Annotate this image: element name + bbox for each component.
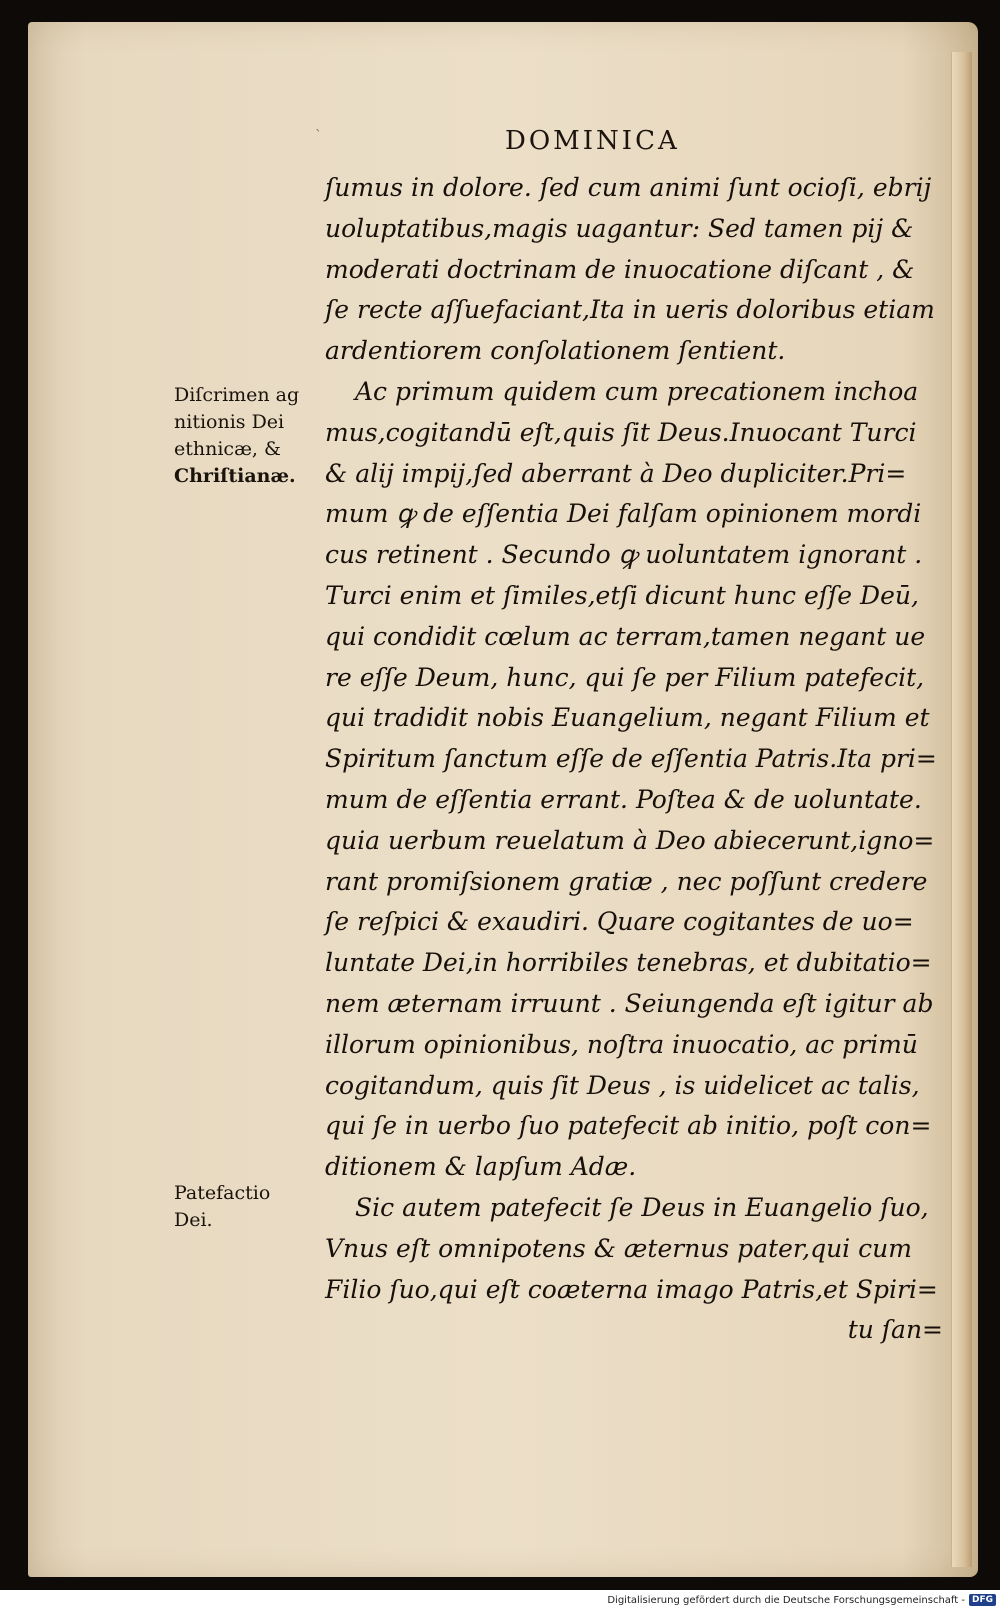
text-line: luntate Dei,in horribiles tenebras, et dubitatio=: [325, 948, 932, 978]
text-line: re eſſe Deum, hunc, qui ſe per Filium patefecit,: [325, 662, 925, 692]
text-line: ſe reſpici & exaudiri. Quare cogitantes de uo=: [325, 907, 914, 937]
text-line: cogitandum, quis ſit Deus , is uidelicet ac talis,: [325, 1070, 920, 1100]
text-line: Ac primum quidem cum precationem inchoa: [355, 376, 919, 406]
text-line: qui condidit cœlum ac terram,tamen negant ue: [325, 621, 926, 651]
text-line: ardentiorem conſolationem ſentient.: [325, 336, 786, 366]
dfg-logo-icon: DFG: [969, 1594, 996, 1606]
margin-note-line: Chriſtianæ.: [174, 465, 296, 487]
text-line: Sic autem patefecit ſe Deus in Euangelio ſuo,: [355, 1192, 929, 1222]
text-line: Turci enim et ſimiles,etſi dicunt hunc eſſe Deū,: [325, 580, 919, 610]
text-line: nem æternam irruunt . Seiungenda eſt igitur ab: [325, 988, 934, 1018]
text-line: Spiritum ſanctum eſſe de eſſentia Patris.Ita pri=: [325, 744, 937, 774]
margin-note-patefactio: [174, 1180, 324, 1234]
running-head: DOMINICA: [505, 126, 680, 156]
catchword: tu ſan=: [847, 1315, 943, 1345]
text-line: ditionem & lapſum Adæ.: [325, 1152, 637, 1182]
margin-note-line: ethnicæ, &: [174, 438, 281, 460]
margin-note-line: nitionis Dei: [174, 411, 285, 433]
body-text: [325, 168, 943, 1351]
digitization-footer: [607, 1594, 996, 1606]
margin-note-line: Dei.: [174, 1209, 213, 1231]
text-line: Vnus eſt omnipotens & æternus pater,qui cum: [325, 1233, 912, 1263]
margin-note-discrimen: [174, 382, 324, 490]
stray-mark: `: [315, 128, 322, 144]
footer-credit: Digitalisierung gefördert durch die Deutsche Forschungsgemeinschaft -: [607, 1594, 965, 1606]
margin-note-line: Patefactio: [174, 1182, 271, 1204]
text-line: uoluptatibus,magis uagantur: Sed tamen pij &: [325, 213, 914, 243]
text-line: ſe recte aſſuefaciant,Ita in ueris doloribus etiam: [325, 295, 935, 325]
text-line: cus retinent . Secundo ꝙ uoluntatem ignorant .: [325, 540, 923, 570]
text-line: rant promiſsionem gratiæ , nec poſſunt credere: [325, 866, 928, 896]
text-line: & alij impij,ſed aberrant à Deo dupliciter.Pri=: [325, 458, 907, 488]
text-line: illorum opinionibus, noſtra inuocatio, ac primū: [325, 1029, 918, 1059]
text-line: quia uerbum reuelatum à Deo abiecerunt,igno=: [325, 825, 935, 855]
text-line: mum de eſſentia errant. Poſtea & de uoluntate.: [325, 784, 922, 814]
text-line: moderati doctrinam de inuocatione diſcant , &: [325, 254, 915, 284]
margin-note-line: Diſcrimen ag: [174, 384, 300, 406]
text-line: mum ꝙ de eſſentia Dei falſam opinionem mordi: [325, 499, 922, 529]
text-line: ſumus in dolore. ſed cum animi ſunt ocioſi, ebrij: [325, 173, 932, 202]
text-line: mus,cogitandū eſt,quis ſit Deus.Inuocant Turci: [325, 417, 917, 447]
text-line: qui ſe in uerbo ſuo patefecit ab initio, poſt con=: [325, 1111, 932, 1141]
page-edge: [951, 52, 972, 1567]
text-line: Filio ſuo,qui eſt coæterna imago Patris,et Spiri=: [325, 1274, 938, 1304]
text-line: qui tradidit nobis Euangelium, negant Filium et: [325, 703, 930, 733]
